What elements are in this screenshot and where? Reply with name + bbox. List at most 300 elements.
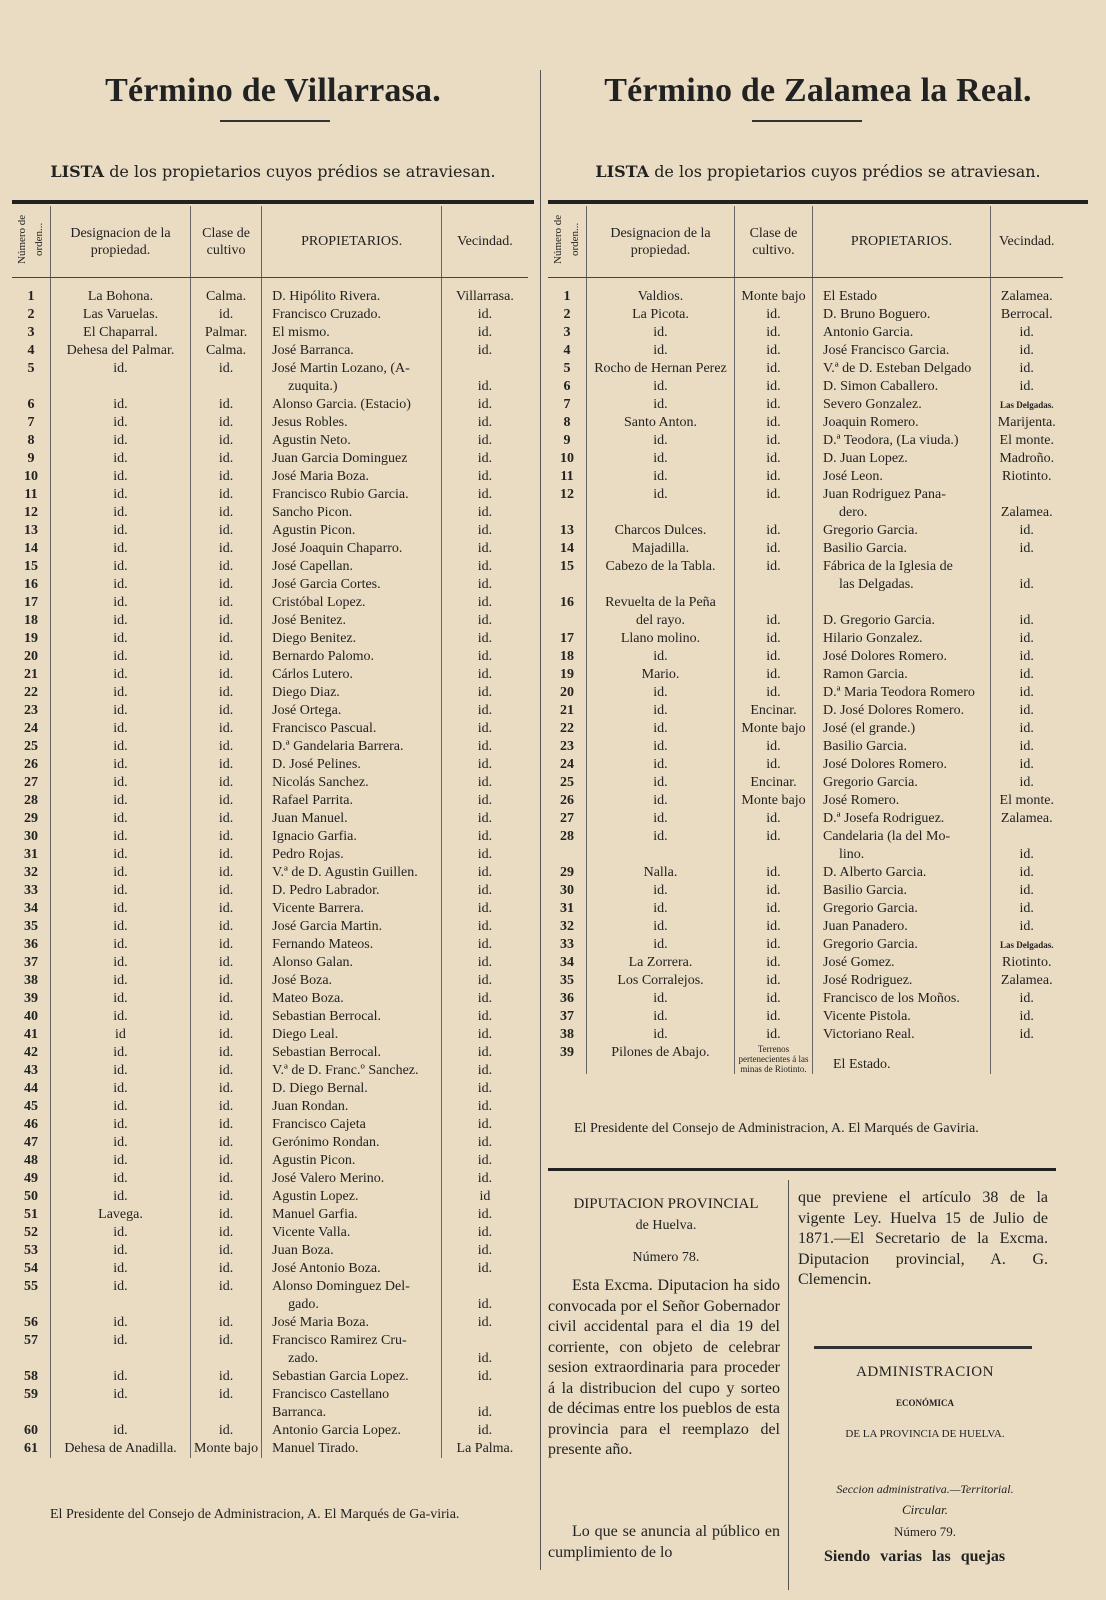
row-number: 47 <box>24 1135 38 1150</box>
row-designation: id. <box>587 990 735 1008</box>
row-number: 31 <box>24 847 38 862</box>
table-row <box>548 324 1063 342</box>
row-number: 10 <box>560 451 574 466</box>
row-designation: id. <box>587 1026 735 1044</box>
row-number: 18 <box>560 649 574 664</box>
row-class: id. <box>191 1206 262 1224</box>
diputacion-continuation: que previene el artículo 38 de la vigente Ley. Huelva 15 de Julio de 1871.—El Secretario de la Excma. Diputacion provincial, A. G. Clemencin. <box>798 1189 1048 1288</box>
table-row <box>12 1278 528 1296</box>
row-number: 27 <box>560 811 574 826</box>
administracion-circular: Circular. <box>901 1502 949 1517</box>
row-class: id. <box>191 1260 262 1278</box>
row-residence: id. <box>442 1206 528 1224</box>
row-owner: D. José Pelines. <box>262 756 442 774</box>
row-class: id. <box>735 882 813 900</box>
row-designation: id. <box>51 792 191 810</box>
row-owner: Barranca. <box>262 1404 442 1422</box>
row-residence <box>991 828 1063 846</box>
row-number: 35 <box>560 973 574 988</box>
row-designation: id. <box>51 1260 191 1278</box>
row-class: id. <box>191 540 262 558</box>
row-residence: id. <box>442 342 528 360</box>
row-designation <box>51 378 191 396</box>
row-designation: id. <box>51 558 191 576</box>
row-residence: id. <box>991 990 1063 1008</box>
row-residence: id. <box>442 1116 528 1134</box>
row-class: Palmar. <box>191 324 262 342</box>
table-row <box>12 522 528 540</box>
row-class: id. <box>735 342 813 360</box>
header-owners: PROPIETARIOS. <box>813 206 991 278</box>
table-row <box>12 450 528 468</box>
row-designation: id. <box>587 324 735 342</box>
row-class: id. <box>735 522 813 540</box>
row-owner: Basilio Garcia. <box>813 738 991 756</box>
table-row <box>548 378 1063 396</box>
row-owner: Fernando Mateos. <box>262 936 442 954</box>
row-residence: id. <box>442 702 528 720</box>
row-class: id. <box>191 576 262 594</box>
row-number: 8 <box>563 415 571 430</box>
row-owner: Mateo Boza. <box>262 990 442 1008</box>
row-designation: id. <box>51 882 191 900</box>
table-row <box>12 1116 528 1134</box>
row-residence <box>442 360 528 378</box>
row-owner: Victoriano Real. <box>813 1026 991 1044</box>
row-number: 36 <box>24 937 38 952</box>
table-row <box>548 756 1063 774</box>
row-number: 14 <box>560 541 574 556</box>
row-class: id. <box>191 864 262 882</box>
row-class: Monte bajo <box>735 792 813 810</box>
table-row <box>548 360 1063 378</box>
row-class: id. <box>735 756 813 774</box>
row-number: 11 <box>560 469 574 484</box>
row-designation: id. <box>51 360 191 378</box>
table-row <box>12 1314 528 1332</box>
row-number: 12 <box>560 487 574 502</box>
row-designation <box>587 576 735 594</box>
row-number: 24 <box>560 757 574 772</box>
row-number <box>548 612 587 630</box>
row-number: 40 <box>24 1009 38 1024</box>
row-number <box>12 1350 51 1368</box>
row-residence: Zalamea. <box>991 810 1063 828</box>
row-class: id. <box>735 450 813 468</box>
row-owner: D.ª Josefa Rodriguez. <box>813 810 991 828</box>
row-designation: id. <box>51 666 191 684</box>
row-number: 7 <box>563 397 571 412</box>
row-number: 22 <box>24 685 38 700</box>
row-class <box>191 378 262 396</box>
row-class: Terrenos pertenecientes á las minas de Riotinto. <box>735 1044 813 1074</box>
row-designation: id. <box>51 864 191 882</box>
row-number: 59 <box>24 1387 38 1402</box>
row-residence: id. <box>442 1242 528 1260</box>
row-number: 1 <box>27 289 35 304</box>
row-designation: id. <box>51 396 191 414</box>
table-row <box>12 612 528 630</box>
row-residence: id. <box>442 630 528 648</box>
row-designation: id. <box>51 1098 191 1116</box>
row-number: 34 <box>24 901 38 916</box>
row-number: 31 <box>560 901 574 916</box>
row-residence: id. <box>442 1062 528 1080</box>
row-designation: id. <box>51 738 191 756</box>
row-owner: Diego Diaz. <box>262 684 442 702</box>
row-residence: Las Delgadas. <box>991 936 1063 954</box>
row-residence: id. <box>442 1170 528 1188</box>
row-designation: id <box>51 1026 191 1044</box>
row-number: 5 <box>27 361 35 376</box>
table-row <box>548 576 1063 594</box>
row-residence: id. <box>442 1026 528 1044</box>
subcolumn-divider <box>788 1180 789 1590</box>
row-class: id. <box>191 396 262 414</box>
administracion-start: Siendo varias las quejas <box>824 1548 1006 1565</box>
row-number: 5 <box>563 361 571 376</box>
row-designation: id. <box>587 738 735 756</box>
row-number <box>12 378 51 396</box>
row-owner: dero. <box>813 504 991 522</box>
row-owner: Antonio Garcia. <box>813 324 991 342</box>
zalamea-title: Término de Zalamea la Real. <box>604 72 1032 109</box>
table-row <box>12 918 528 936</box>
row-residence: id. <box>442 900 528 918</box>
row-number: 28 <box>24 793 38 808</box>
row-designation: id. <box>51 1278 191 1296</box>
table-row <box>12 1242 528 1260</box>
row-class: id. <box>191 954 262 972</box>
row-designation: id. <box>587 702 735 720</box>
row-owner: Joaquin Romero. <box>813 414 991 432</box>
row-owner: D. José Dolores Romero. <box>813 702 991 720</box>
row-class: id. <box>191 828 262 846</box>
villarrasa-table <box>12 206 528 1458</box>
row-designation: id. <box>587 774 735 792</box>
row-designation: id. <box>51 756 191 774</box>
administracion-number: Número 79. <box>893 1524 957 1539</box>
table-row <box>12 1368 528 1386</box>
row-designation: del rayo. <box>587 612 735 630</box>
row-designation: id. <box>587 1008 735 1026</box>
row-owner: El Estado <box>813 288 991 306</box>
header-designation: Designacion de la propiedad. <box>587 206 735 278</box>
row-designation: id. <box>51 486 191 504</box>
row-number: 39 <box>560 1045 574 1060</box>
table-row <box>12 1332 528 1350</box>
row-owner: Basilio Garcia. <box>813 882 991 900</box>
row-owner: Alonso Dominguez Del- <box>262 1278 442 1296</box>
table-row <box>548 900 1063 918</box>
row-designation: id. <box>51 1008 191 1026</box>
row-number: 16 <box>24 577 38 592</box>
row-number <box>548 846 587 864</box>
row-number: 11 <box>24 487 38 502</box>
zalamea-list-heading <box>548 162 1088 181</box>
row-residence: id. <box>442 1350 528 1368</box>
table-row <box>12 396 528 414</box>
row-designation: Revuelta de la Peña <box>587 594 735 612</box>
row-class: Encinar. <box>735 702 813 720</box>
table-row <box>12 324 528 342</box>
row-number: 13 <box>24 523 38 538</box>
zalamea-signature: El Presidente del Consejo de Administracion, A. El Marqués de Gaviria. <box>574 1121 979 1136</box>
row-owner: Antonio Garcia Lopez. <box>262 1422 442 1440</box>
row-class: id. <box>191 738 262 756</box>
row-designation: id. <box>587 792 735 810</box>
row-designation: Dehesa del Palmar. <box>51 342 191 360</box>
row-designation: Majadilla. <box>587 540 735 558</box>
row-class: id. <box>191 432 262 450</box>
row-owner: D. Gregorio Garcia. <box>813 612 991 630</box>
villarrasa-section <box>12 0 534 1600</box>
table-row <box>548 612 1063 630</box>
table-row <box>12 648 528 666</box>
table-row <box>12 1098 528 1116</box>
row-owner: Sebastian Berrocal. <box>262 1044 442 1062</box>
row-owner: Francisco Castellano <box>262 1386 442 1404</box>
row-number: 33 <box>24 883 38 898</box>
row-residence: id. <box>442 1314 528 1332</box>
row-number: 33 <box>560 937 574 952</box>
villarrasa-signature: El Presidente del Consejo de Administracion, A. El Marqués de Ga-viria. <box>50 1507 460 1522</box>
table-row <box>12 1170 528 1188</box>
row-residence: Villarrasa. <box>442 288 528 306</box>
row-designation: La Zorrera. <box>587 954 735 972</box>
row-number: 30 <box>560 883 574 898</box>
row-owner: Agustin Picon. <box>262 522 442 540</box>
row-owner: Juan Rondan. <box>262 1098 442 1116</box>
row-class: id. <box>191 1314 262 1332</box>
row-number: 57 <box>24 1333 38 1348</box>
row-residence: id. <box>442 1044 528 1062</box>
table-row <box>12 1404 528 1422</box>
row-residence: id. <box>442 720 528 738</box>
row-number: 38 <box>560 1027 574 1042</box>
row-residence: id. <box>991 612 1063 630</box>
table-row <box>548 972 1063 990</box>
row-class: id. <box>735 414 813 432</box>
row-number: 61 <box>24 1441 38 1456</box>
row-residence: id. <box>991 702 1063 720</box>
row-designation: Los Corralejos. <box>587 972 735 990</box>
row-class <box>191 1296 262 1314</box>
row-class: id. <box>735 378 813 396</box>
table-row <box>12 684 528 702</box>
table-row <box>12 1026 528 1044</box>
row-class: id. <box>191 1278 262 1296</box>
row-owner: Agustin Neto. <box>262 432 442 450</box>
row-owner: D.ª Teodora, (La viuda.) <box>813 432 991 450</box>
row-owner: José Boza. <box>262 972 442 990</box>
row-class: id. <box>191 630 262 648</box>
row-designation <box>51 1350 191 1368</box>
row-residence: El monte. <box>991 432 1063 450</box>
row-residence: id. <box>442 324 528 342</box>
row-class: id. <box>735 810 813 828</box>
row-owner: Bernardo Palomo. <box>262 648 442 666</box>
row-residence: Riotinto. <box>991 468 1063 486</box>
section-rule <box>548 1168 1056 1171</box>
row-number: 3 <box>563 325 571 340</box>
row-owner: Vicente Pistola. <box>813 1008 991 1026</box>
list-lead: LISTA <box>50 162 105 181</box>
row-designation: id. <box>587 486 735 504</box>
row-residence: id. <box>442 882 528 900</box>
table-row <box>12 720 528 738</box>
row-residence: id. <box>442 540 528 558</box>
row-residence: id. <box>442 1224 528 1242</box>
table-row <box>12 972 528 990</box>
row-class: id. <box>191 1044 262 1062</box>
row-residence: id. <box>442 1080 528 1098</box>
row-residence: Marijenta. <box>991 414 1063 432</box>
row-residence: id. <box>442 936 528 954</box>
row-number: 13 <box>560 523 574 538</box>
table-row <box>12 576 528 594</box>
row-class: id. <box>191 360 262 378</box>
row-owner: D. Pedro Labrador. <box>262 882 442 900</box>
table-row <box>548 396 1063 414</box>
row-designation: id. <box>51 1332 191 1350</box>
table-row <box>548 720 1063 738</box>
row-residence: id. <box>442 1422 528 1440</box>
row-residence: id. <box>442 414 528 432</box>
row-class: id. <box>735 954 813 972</box>
row-class: id. <box>735 612 813 630</box>
row-residence: id. <box>991 738 1063 756</box>
row-residence: id. <box>442 396 528 414</box>
table-row <box>12 1422 528 1440</box>
table-row <box>548 486 1063 504</box>
row-owner: Agustin Picon. <box>262 1152 442 1170</box>
row-class: id. <box>191 1332 262 1350</box>
row-residence: id. <box>442 378 528 396</box>
row-class: id. <box>191 1170 262 1188</box>
row-number: 55 <box>24 1279 38 1294</box>
row-number: 58 <box>24 1369 38 1384</box>
row-owner: Fábrica de la Iglesia de <box>813 558 991 576</box>
row-number: 30 <box>24 829 38 844</box>
administracion-sub2: DE LA PROVINCIA DE HUELVA. <box>845 1428 1005 1440</box>
row-class: id. <box>191 720 262 738</box>
row-number: 21 <box>24 667 38 682</box>
row-owner: José Rodriguez. <box>813 972 991 990</box>
table-row <box>548 450 1063 468</box>
row-owner: Alonso Galan. <box>262 954 442 972</box>
row-residence: id. <box>991 360 1063 378</box>
header-class: Clase de cultivo <box>191 206 262 278</box>
row-number <box>12 1404 51 1422</box>
row-class: id. <box>191 774 262 792</box>
row-number: 39 <box>24 991 38 1006</box>
table-row <box>548 990 1063 1008</box>
row-residence: Zalamea. <box>991 504 1063 522</box>
table-row <box>548 648 1063 666</box>
row-residence: id. <box>991 864 1063 882</box>
list-lead: LISTA <box>595 162 650 181</box>
row-designation: id. <box>51 828 191 846</box>
table-row <box>12 378 528 396</box>
table-row <box>12 810 528 828</box>
row-designation: Dehesa de Anadilla. <box>51 1440 191 1458</box>
row-residence: id. <box>991 648 1063 666</box>
row-class: id. <box>735 738 813 756</box>
table-row <box>12 1440 528 1458</box>
table-row <box>548 558 1063 576</box>
row-residence: id. <box>442 1260 528 1278</box>
row-class: id. <box>191 900 262 918</box>
row-residence: id. <box>442 774 528 792</box>
row-number: 29 <box>24 811 38 826</box>
header-designation: Designacion de la propiedad. <box>51 206 191 278</box>
row-residence: id. <box>991 918 1063 936</box>
row-designation: id. <box>51 1224 191 1242</box>
row-owner: Diego Leal. <box>262 1026 442 1044</box>
row-class: Monte bajo <box>735 288 813 306</box>
table-row <box>12 468 528 486</box>
row-class: id. <box>735 360 813 378</box>
row-designation: id. <box>587 918 735 936</box>
table-row <box>12 432 528 450</box>
row-owner: D. Diego Bernal. <box>262 1080 442 1098</box>
row-number: 20 <box>560 685 574 700</box>
table-row <box>12 1296 528 1314</box>
table-row <box>548 810 1063 828</box>
row-residence: id. <box>442 504 528 522</box>
row-designation: id. <box>51 918 191 936</box>
row-class: id. <box>191 522 262 540</box>
row-class: id. <box>191 990 262 1008</box>
row-owner: Sebastian Garcia Lopez. <box>262 1368 442 1386</box>
header-number: Número de orden... <box>12 206 51 278</box>
row-owner: Candelaria (la del Mo- <box>813 828 991 846</box>
villarrasa-title: Término de Villarrasa. <box>105 72 441 109</box>
row-designation: id. <box>51 630 191 648</box>
row-number: 14 <box>24 541 38 556</box>
row-designation: id. <box>587 882 735 900</box>
table-row <box>548 738 1063 756</box>
row-residence <box>991 558 1063 576</box>
row-number: 37 <box>24 955 38 970</box>
row-residence: id. <box>991 720 1063 738</box>
row-number: 1 <box>563 289 571 304</box>
table-row <box>12 738 528 756</box>
row-class: id. <box>191 486 262 504</box>
row-residence: id. <box>991 378 1063 396</box>
row-owner: José Maria Boza. <box>262 1314 442 1332</box>
row-number: 38 <box>24 973 38 988</box>
row-designation: id. <box>51 1242 191 1260</box>
row-designation: Nalla. <box>587 864 735 882</box>
row-class: id. <box>735 1026 813 1044</box>
row-designation: id. <box>51 612 191 630</box>
row-owner: Diego Benitez. <box>262 630 442 648</box>
row-designation: id. <box>587 756 735 774</box>
row-owner: José Maria Boza. <box>262 468 442 486</box>
row-designation: id. <box>51 1314 191 1332</box>
row-owner: José Capellan. <box>262 558 442 576</box>
row-owner: V.ª de D. Esteban Delgado <box>813 360 991 378</box>
row-number: 23 <box>560 739 574 754</box>
table-row <box>548 468 1063 486</box>
row-number: 4 <box>27 343 35 358</box>
row-owner: José Martin Lozano, (A- <box>262 360 442 378</box>
row-number: 37 <box>560 1009 574 1024</box>
row-residence: Madroño. <box>991 450 1063 468</box>
row-designation: id. <box>51 594 191 612</box>
